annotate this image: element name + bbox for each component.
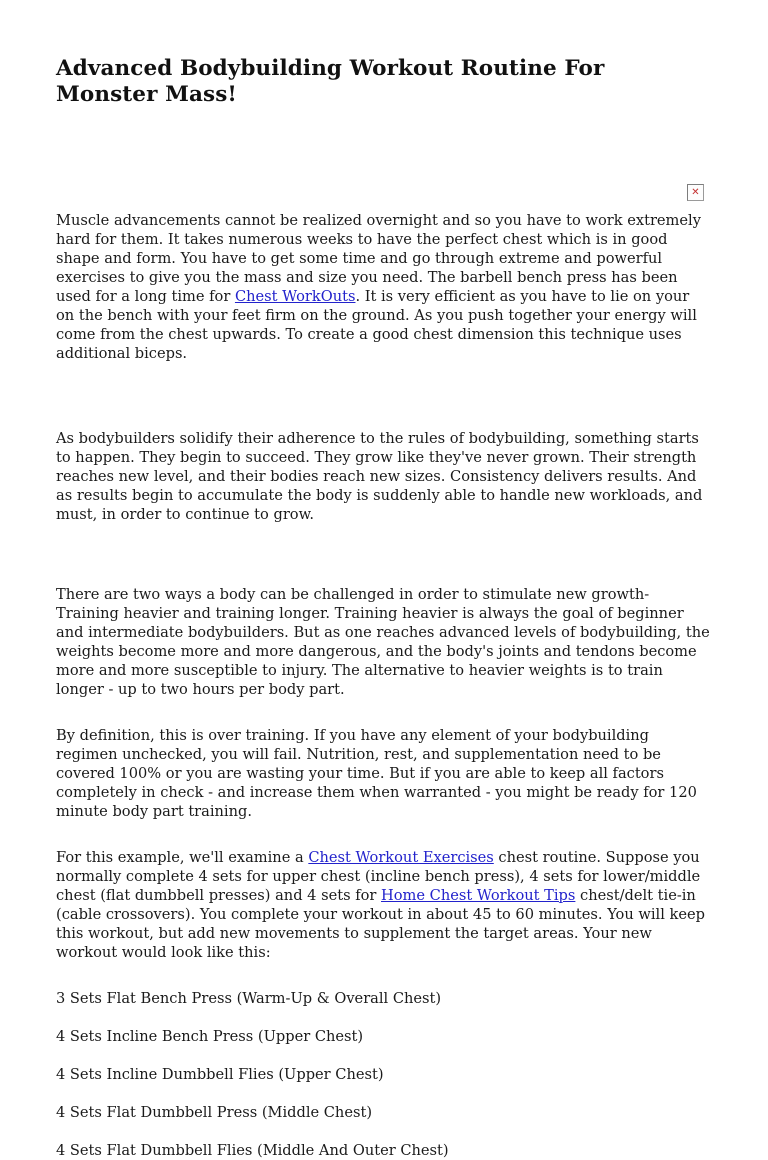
paragraph-1-text-b: . It is very efficient as you have to lie on your on the bench with your feet firm on the ground. As you push together your energy will come from the chest upwards. To create a good chest dimension this technique uses additional biceps.	[56, 288, 697, 362]
workout-line-1: 3 Sets Flat Bench Press (Warm-Up & Overall Chest)	[56, 990, 442, 1007]
workout-line-2: 4 Sets Incline Bench Press (Upper Chest)	[56, 1028, 364, 1045]
paragraph-5	[56, 848, 712, 962]
workout-line-3: 4 Sets Incline Dumbbell Flies (Upper Chest)	[56, 1066, 384, 1083]
paragraph-1	[56, 211, 712, 363]
workout-line-4: 4 Sets Flat Dumbbell Press (Middle Chest)	[56, 1104, 373, 1121]
broken-image-icon	[687, 184, 704, 201]
paragraph-2: As bodybuilders solidify their adherence to the rules of bodybuilding, something starts to happen. They begin to succeed. They grow like they've never grown. Their strength reaches new level, and their bodies reach new sizes. Consistency delivers results. And as results begin to accumulate the body is suddenly able to handle new workloads, and must, in order to continue to grow.	[56, 430, 703, 523]
paragraph-5-text-a: For this example, we'll examine a	[56, 849, 309, 866]
link-chest-workout-exercises[interactable]: Chest Workout Exercises	[308, 849, 494, 866]
paragraph-5-text-b: chest routine. Suppose you normally complete 4 sets for upper chest (incline bench press), 4 sets for lower/middle chest (flat dumbbell presses) and 4 sets for	[56, 849, 701, 904]
link-chest-workouts[interactable]: Chest WorkOuts	[234, 288, 356, 305]
paragraph-3: There are two ways a body can be challenged in order to stimulate new growth- Training heavier and training longer. Training heavier is always the goal of beginner and intermediate bodybuilders. But as one reaches advanced levels of bodybuilding, the weights become more and more dangerous, and the body's joints and tendons become more and more susceptible to injury. The alternative to heavier weights is to train longer - up to two hours per body part.	[56, 586, 710, 698]
broken-image-row	[56, 184, 712, 201]
workout-line-5: 4 Sets Flat Dumbbell Flies (Middle And Outer Chest)	[56, 1142, 449, 1159]
paragraph-4: By definition, this is over training. If you have any element of your bodybuilding regimen unchecked, you will fail. Nutrition, rest, and supplementation need to be covered 100% or you are wasting your time. But if you are able to keep all factors completely in check - and increase them when warranted - you might be ready for 120 minute body part training.	[56, 727, 697, 820]
broken-image-x-icon: ✕	[691, 187, 700, 198]
link-home-chest-workout-tips[interactable]: Home Chest Workout Tips	[381, 887, 576, 904]
paragraph-1-text-a: Muscle advancements cannot be realized overnight and so you have to work extremely hard for them. It takes numerous weeks to have the perfect chest which is in good shape and form. You have to get some time and go through extreme and powerful exercises to give you the mass and size you need. The barbell bench press has been used for a long time for	[56, 212, 701, 305]
workout-list	[56, 989, 712, 1160]
page-title: Advanced Bodybuilding Workout Routine For Monster Mass!	[56, 56, 605, 107]
paragraph-5-text-c: chest/delt tie-in (cable crossovers). You complete your workout in about 45 to 60 minutes. You will keep this workout, but add new movements to supplement the target areas. Your new workout would look like this:	[56, 887, 705, 961]
document-body-text	[56, 211, 712, 1160]
failed-image-area	[56, 108, 712, 184]
